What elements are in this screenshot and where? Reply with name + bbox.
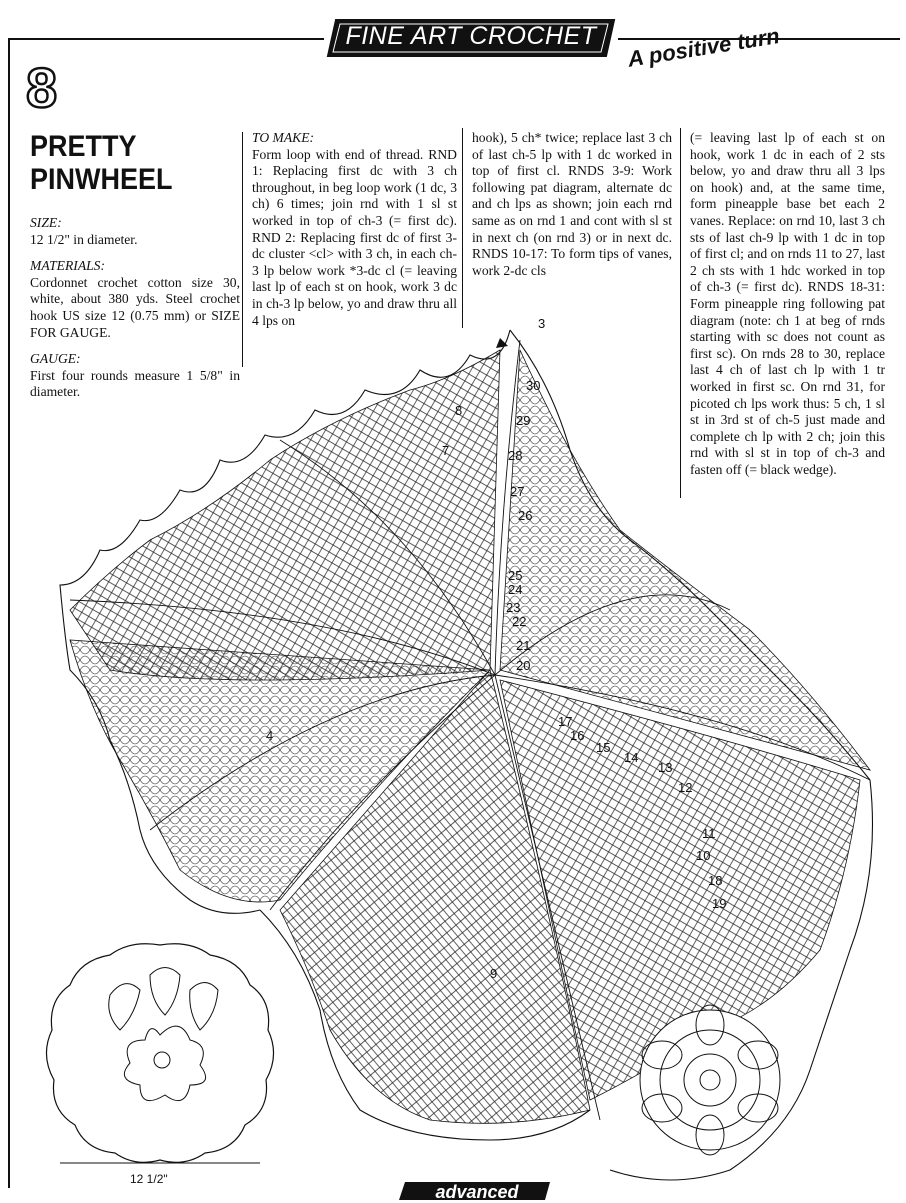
round-label-22: 22 [512, 614, 527, 629]
round-label-18: 18 [708, 873, 723, 888]
round-label-15: 15 [596, 740, 611, 755]
round-label-19: 19 [712, 896, 727, 911]
instructions-text-1: Form loop with end of thread. RND 1: Replacing first dc with 3 ch throughout, in beg loop work (1 dc, 3 ch) 6 times; join rnd with 1 sl st worked in top of ch-3 (= first dc). RND 2: Replacing first dc of first 3-dc cluster <cl> with 3 ch, in each ch-3 lp below work *3-dc cl (= leaving last lp of each st on hook, work 3 dc in ch-3 lp below, yo and draw thru all 4 lps on [252, 146, 457, 328]
pattern-number: 8 [26, 56, 58, 119]
round-label-10: 10 [696, 848, 711, 863]
fasten-off-wedge [496, 338, 508, 348]
round-label-21: 21 [516, 638, 531, 653]
round-label-7: 7 [442, 443, 450, 458]
round-label-13: 13 [658, 760, 673, 775]
instructions-column-2 [472, 130, 672, 279]
round-label-25: 25 [508, 568, 523, 583]
header-title: FINE ART CROCHET [345, 22, 597, 50]
column-divider-2 [462, 128, 463, 328]
round-label-28: 28 [508, 448, 523, 463]
size-text: 12 1/2" in diameter. [30, 231, 138, 247]
frame-top-left [8, 38, 324, 40]
round-label-16: 16 [570, 728, 585, 743]
size-heading: SIZE: [30, 215, 62, 230]
mini-doily-schematic [40, 935, 280, 1170]
round-label-24: 24 [508, 582, 523, 597]
tagline: A positive turn [626, 23, 782, 72]
materials-heading: MATERIALS: [30, 258, 106, 274]
round-label-3: 3 [538, 316, 546, 331]
round-label-23: 23 [506, 600, 521, 615]
round-label-17: 17 [558, 714, 573, 729]
skill-level-badge: advanced [435, 1182, 519, 1202]
instructions-text-3: (= leaving last lp of each st on hook, work 1 dc in each of 2 sts below, yo and draw thru all 3 lps on hook) and, at the same time, form pineapple base bet each 2 vanes. Replace: on rnd 10, last 3 ch sts of last ch-9 lp with 1 dc in top of first cl; and on rnds 11 to 27, last 2 ch sts with 1 hdc worked in top of ch-3 (= first dc). RNDS 18-31: Form pineapple ring following pat diagram (note: ch 1 at beg of rnds starting with sc does not count as first sc). On rnds 28 to 30, replace last 4 ch of last ch lp with 1 tr worked in first sc. On rnd 31, for picoted ch lps work thus: 5 ch, 1 sl st in 3rd st of ch-5 just made and complete ch lp with 2 ch; join this rnd with sl st in top of ch-3 and fasten off (= black wedge). [690, 130, 885, 477]
round-label-14: 14 [624, 750, 639, 765]
round-label-26: 26 [518, 508, 533, 523]
to-make-heading: TO MAKE: [252, 130, 315, 145]
instructions-text-2: hook), 5 ch* twice; replace last 3 ch of last ch-5 lp with 1 dc worked in top of first cl. RNDS 3-9: Work following pat diagram, alternate dc and ch lps as shown; join each rnd same as on rnd 1 and cont with sl st in next ch (on rnd 3) or in next dc. RNDS 10-17: To form tips of vanes, work 2-dc cls [472, 130, 672, 278]
round-label-30: 30 [526, 378, 541, 393]
instructions-column-1 [252, 130, 457, 329]
gauge-text: First four rounds measure 1 5/8" in diameter. [30, 367, 240, 400]
round-label-8: 8 [455, 403, 463, 418]
gauge-heading: GAUGE: [30, 351, 81, 367]
round-label-12: 12 [678, 780, 693, 795]
header-banner [322, 18, 620, 58]
round-label-9: 9 [490, 966, 498, 981]
round-label-20: 20 [516, 658, 531, 673]
materials-text: Cordonnet crochet cotton size 30, white, about 380 yds. Steel crochet hook US size 12 (0.75 mm) or SIZE FOR GAUGE. [30, 274, 240, 340]
pattern-title: PRETTY PINWHEEL [30, 130, 173, 196]
dimension-label: 12 1/2" [130, 1172, 168, 1186]
round-label-29: 29 [516, 413, 531, 428]
round-label-27: 27 [510, 484, 525, 499]
round-label-11: 11 [702, 826, 716, 841]
frame-left [8, 38, 10, 1188]
round-label-4: 4 [266, 728, 274, 743]
